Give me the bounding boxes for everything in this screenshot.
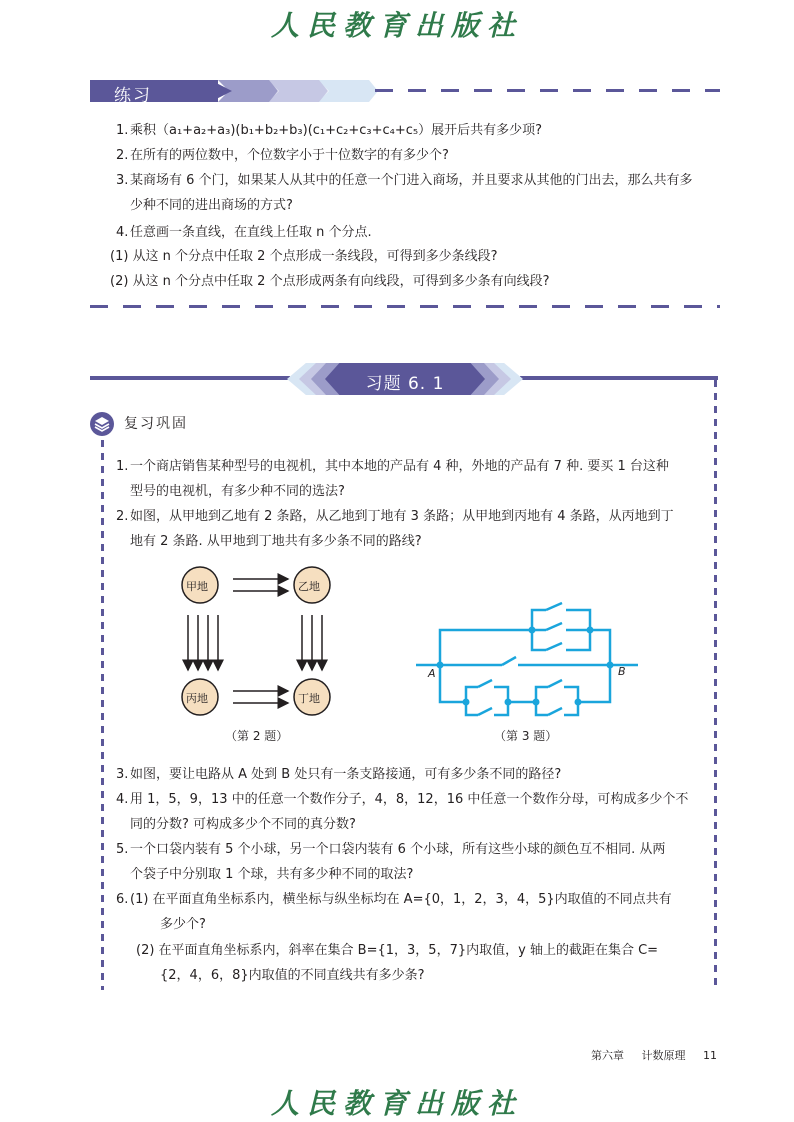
node-jia: 甲地 <box>186 580 208 593</box>
homework-item-1: 1. 一个商店销售某种型号的电视机，其中本地的产品有 4 种，外地的产品有 7 种. 要买 1 台这种 <box>116 459 669 474</box>
homework-item-6-cont: 多少个? <box>160 917 206 932</box>
homework-rule-right <box>520 376 718 380</box>
node-yi: 乙地 <box>298 580 320 593</box>
footer-chapter: 第六章 <box>591 1049 624 1062</box>
exercise-item-4-sub-1: (1) 从这 n 个分点中任取 2 个点形成一条线段，可得到多少条线段? <box>110 249 498 264</box>
homework-item-4-cont: 同的分数? 可构成多少个不同的真分数? <box>130 817 356 832</box>
exercise-title: 练习 <box>114 86 152 106</box>
exercise-item-1: 1. 乘积（a₁+a₂+a₃)(b₁+b₂+b₃)(c₁+c₂+c₃+c₄+c₅）展开后共有多少项? <box>116 123 543 138</box>
publisher-watermark-top: 人民教育出版社 <box>270 9 523 42</box>
homework-item-6: 6. (1) 在平面直角坐标系内，横坐标与纵坐标均在 A={0，1，2，3，4，5}内取值的不同点共有 <box>116 892 672 907</box>
homework-border-left <box>101 440 104 990</box>
publisher-watermark-bottom: 人民教育出版社 <box>270 1087 523 1120</box>
homework-item-3: 3. 如图，要让电路从 A 处到 B 处只有一条支路接通，可有多少条不同的路径? <box>116 767 562 782</box>
figure-3-circuit-diagram <box>412 595 644 745</box>
exercise-banner <box>90 80 390 106</box>
page-footer <box>591 1047 731 1063</box>
homework-rule-left <box>90 376 290 380</box>
label-a: A <box>428 667 436 680</box>
node-ding: 丁地 <box>298 692 320 705</box>
exercise-footer-dash <box>90 305 720 308</box>
homework-item-6-sub-2-cont: {2，4，6，8}内取值的不同直线共有多少条? <box>160 968 425 983</box>
review-section-label: 复习巩固 <box>124 416 188 432</box>
homework-item-2: 2. 如图，从甲地到乙地有 2 条路，从乙地到丁地有 3 条路；从甲地到丙地有 4 条路，从丙地到丁 <box>116 509 674 524</box>
exercise-header-dash <box>375 89 720 92</box>
homework-item-5-cont: 个袋子中分别取 1 个球，共有多少种不同的取法? <box>130 867 414 882</box>
homework-item-4: 4. 用 1，5，9，13 中的任意一个数作分子，4，8，12，16 中任意一个数作分母，可构成多少个不 <box>116 792 689 807</box>
homework-item-6-sub-2: (2) 在平面直角坐标系内，斜率在集合 B={1，3，5，7}内取值，y 轴上的截距在集合 C= <box>136 943 659 958</box>
figure-3-caption: （第 3 题） <box>494 729 558 743</box>
exercise-item-4-sub-2: (2) 从这 n 个分点中任取 2 个点形成两条有向线段，可得到多少条有向线段? <box>110 274 550 289</box>
label-b: B <box>618 665 626 678</box>
exercise-item-3: 3. 某商场有 6 个门，如果某人从其中的任意一个门进入商场，并且要求从其他的门出去，那么共有多 <box>116 173 693 188</box>
exercise-item-3-cont: 少种不同的进出商场的方式? <box>130 198 293 213</box>
homework-item-2-cont: 地有 2 条路. 从甲地到丁地共有多少条不同的路线? <box>130 534 422 549</box>
exercise-item-2: 2. 在所有的两位数中，个位数字小于十位数字的有多少个? <box>116 148 449 163</box>
figure-2-caption: （第 2 题） <box>225 729 289 743</box>
homework-item-1-cont: 型号的电视机，有多少种不同的选法? <box>130 484 345 499</box>
homework-title: 习题 6. 1 <box>365 374 445 394</box>
homework-banner <box>287 363 523 395</box>
page-number: 11 <box>703 1049 717 1062</box>
exercise-item-4: 4. 任意画一条直线，在直线上任取 n 个分点. <box>116 225 372 240</box>
review-section-icon <box>90 412 114 436</box>
figure-2-route-diagram <box>170 565 370 750</box>
footer-topic: 计数原理 <box>641 1049 686 1062</box>
homework-item-5: 5. 一个口袋内装有 5 个小球，另一个口袋内装有 6 个小球，所有这些小球的颜色互不相同. 从两 <box>116 842 666 857</box>
node-bing: 丙地 <box>186 692 208 705</box>
